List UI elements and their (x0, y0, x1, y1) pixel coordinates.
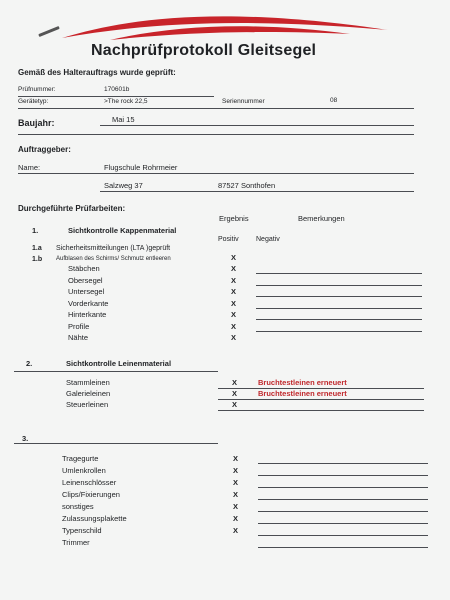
section3-item-mark: X (233, 454, 239, 463)
section3-item-label: Trimmer (62, 538, 90, 547)
section3-item-line (258, 475, 428, 476)
section1-item-line (256, 319, 422, 320)
geraetetyp-label: Gerätetyp: (18, 98, 49, 105)
section1-item-line (256, 273, 422, 274)
section3-item-mark: X (233, 526, 239, 535)
section1-item-label: Vorderkante (68, 298, 109, 308)
bemerkungen-header: Bemerkungen (298, 214, 345, 223)
section1-number: 1. (32, 226, 39, 235)
pruefnummer-label: Prüfnummer: (18, 86, 56, 93)
auftraggeber-heading: Auftraggeber: (18, 145, 71, 154)
section1-item-label: Obersegel (68, 275, 103, 285)
section1-item-mark: X (231, 298, 237, 308)
section3-item-line (258, 511, 428, 512)
section2-item-line (218, 410, 424, 411)
negativ-header: Negativ (256, 236, 280, 243)
section3-item-line (258, 523, 428, 524)
baujahr-line (100, 125, 414, 126)
seriennummer-label: Seriennummer (222, 98, 265, 105)
section3-item-label: Typenschild (62, 526, 102, 535)
address-line (100, 191, 414, 192)
section3-item-line (258, 535, 428, 536)
item-1b-label: Aufblasen des Schirms/ Schmutz entleeren (56, 256, 171, 262)
halter-heading: Gemäß des Halterauftrags wurde geprüft: (18, 68, 176, 77)
section1-item-mark: X (231, 275, 237, 285)
section2-number: 2. (26, 359, 33, 368)
section3-item-mark: X (233, 490, 239, 499)
section1-item-label: Stäbchen (68, 264, 100, 273)
section1-item-mark: X (231, 264, 237, 273)
pruefarbeiten-heading: Durchgeführte Prüfarbeiten: (18, 204, 126, 213)
name-value: Flugschule Rohrmeier (104, 163, 178, 172)
section2-title: Sichtkontrolle Leinenmaterial (66, 359, 172, 368)
section1-item-line (256, 331, 422, 332)
section1-item-label: Untersegel (68, 287, 105, 296)
section1-item-line (256, 285, 422, 286)
section1-item-label: Hinterkante (68, 310, 107, 319)
section1-item-label: Profile (68, 321, 90, 331)
item-1b-number: 1.b (32, 256, 43, 263)
section1-item-line (256, 296, 422, 297)
section3-item-line (258, 463, 428, 464)
section3-item-label: sonstiges (62, 502, 94, 511)
section1-item-mark: X (231, 287, 237, 296)
baujahr-label: Baujahr: (18, 118, 55, 128)
section3-item-line (258, 499, 428, 500)
section1-item-line (256, 308, 422, 309)
document-title: Nachprüfprotokoll Gleitsegel (91, 42, 317, 59)
section2-item-remark: Bruchtestleinen erneuert (258, 389, 347, 398)
item-1a-label: Sicherheitsmitteilungen (LTA )geprüft (56, 245, 171, 252)
section2-item-mark: X (232, 389, 238, 398)
section2-item-label: Stammleinen (66, 378, 110, 387)
section2-item-mark: X (232, 378, 238, 387)
baujahr-value: Mai 15 (112, 115, 135, 124)
section2-item-label: Steuerleinen (66, 400, 109, 409)
name-label: Name: (18, 163, 41, 172)
section3-item-label: Tragegurte (62, 454, 99, 463)
street-value: Salzweg 37 (104, 181, 143, 190)
name-line (18, 173, 414, 174)
positiv-header: Positiv (218, 236, 239, 243)
section1-item-mark: X (231, 333, 237, 342)
section3-item-label: Clips/Fixierungen (62, 490, 120, 499)
section3-item-label: Leinenschlösser (62, 478, 117, 487)
section3-item-line (258, 487, 428, 488)
city-value: 87527 Sonthofen (218, 181, 276, 190)
section3-item-mark: X (233, 478, 239, 487)
section1-item-mark: X (231, 321, 237, 331)
geraetetyp-line (18, 108, 414, 109)
section1-item-mark: X (231, 310, 237, 319)
section2-item-remark: Bruchtestleinen erneuert (258, 378, 347, 387)
item-1a-number: 1.a (32, 245, 42, 252)
pruefnummer-value: 170601b (104, 86, 130, 93)
section3-item-mark: X (233, 502, 239, 511)
geraetetyp-value: >The rock 22,5 (104, 98, 148, 105)
section1-title: Sichtkontrolle Kappenmaterial (68, 226, 177, 235)
section3-item-mark: X (233, 514, 239, 523)
section1-item-label: Nähte (68, 333, 89, 342)
section3-number: 3. (22, 434, 29, 443)
section2-line (14, 371, 218, 372)
section3-item-label: Zulassungsplakette (62, 514, 127, 523)
seriennummer-value: 08 (330, 97, 338, 104)
baujahr-bottom-line (18, 134, 414, 135)
section2-item-line (218, 399, 424, 400)
section2-item-mark: X (232, 400, 238, 409)
section3-line (14, 443, 218, 444)
ergebnis-header: Ergebnis (219, 214, 249, 223)
section3-item-mark: X (233, 466, 239, 475)
section3-item-line (258, 547, 428, 548)
section2-item-label: Galerieleinen (66, 389, 111, 398)
mark-1b: X (231, 253, 237, 262)
section3-item-label: Umlenkrollen (62, 466, 106, 475)
